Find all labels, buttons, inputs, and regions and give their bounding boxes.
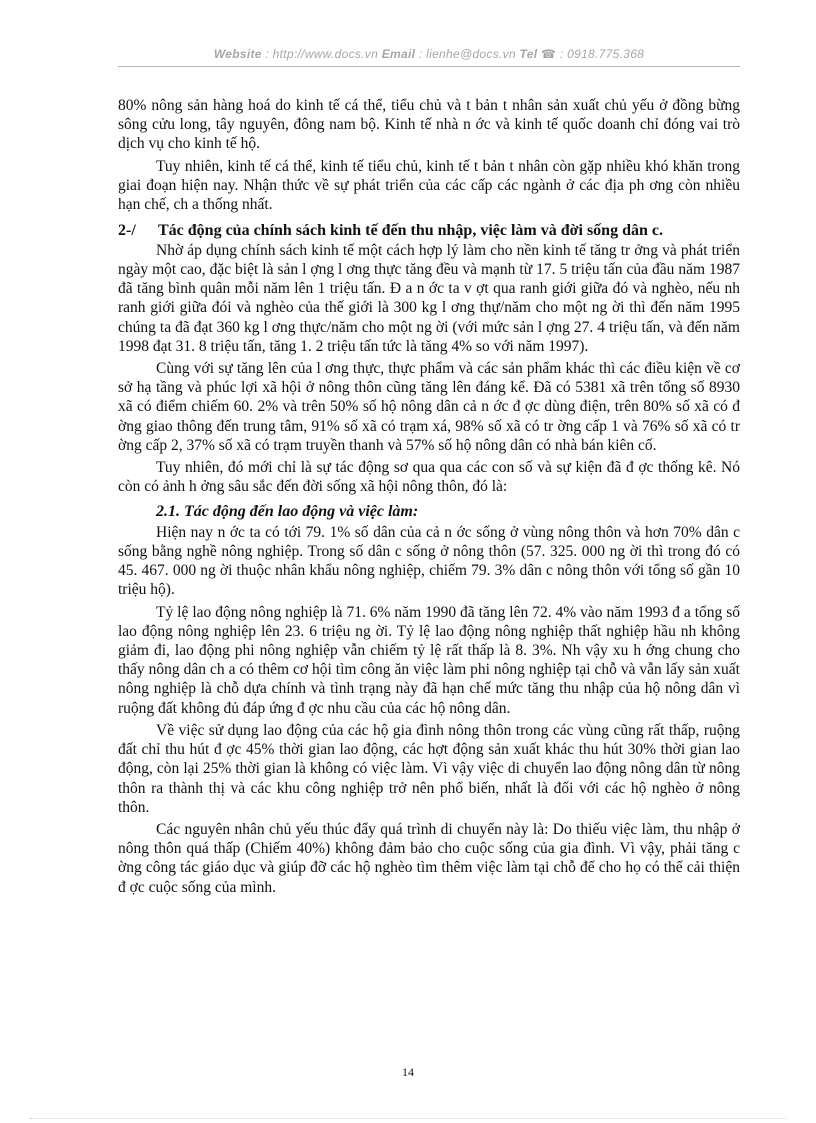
section-2-1-paragraph-4: Các nguyên nhân chủ yếu thúc đẩy quá trình di chuyển này là: Do thiếu việc làm, thu nhập ở nông thôn quá thấp (Chiếm 40%) không đảm bảo cho cuộc sống của gia đình. Vì vậy, phải tăng c ờng công tác giáo dục và giúp đỡ các hộ nghèo tìm thêm việc làm tại chỗ để cho họ có thể cải thiện đ ợc cuộc sống của mình. bbox=[118, 820, 740, 896]
section-2-1-heading: 2.1. Tác động đến lao động và việc làm: bbox=[156, 503, 419, 521]
section-2-paragraph-3: Tuy nhiên, đó mới chỉ là sự tác động sơ qua qua các con số và sự kiện đã đ ợc thống kê. Nó còn có ảnh h ởng sâu sắc đến đời sống xã hội nông thôn, đó là: bbox=[118, 458, 740, 496]
section-2-1-paragraph-3: Về việc sử dụng lao động của các hộ gia đình nông thôn trong các vùng cũng rất thấp, ruộng đất chỉ thu hút đ ợc 45% thời gian lao động, các hợt động sản xuất khác thu hút 30% thời gian lao động, còn lại 25% thời gian là không có việc làm. Vì vậy việc di chuyển lao động nông dân từ nông thôn ra thành thị và các khu công nghiệp trở nên phổ biến, nhất là đối với các hộ nghèo ở nông thôn. bbox=[118, 721, 740, 816]
intro-paragraph-1: 80% nông sản hàng hoá do kinh tế cá thể, tiểu chủ và t bản t nhân sản xuất chủ yếu ở đồng bừng sông cửu long, tây nguyên, đông nam bộ. Kinh tế nhà n ớc và kinh tế quốc doanh chỉ đóng vai trò dịch vụ cho kinh tế hộ. bbox=[118, 97, 740, 153]
document-body bbox=[118, 96, 740, 897]
intro-paragraph-2: Tuy nhiên, kinh tế cá thể, kinh tế tiểu chủ, kinh tế t bản t nhân còn gặp nhiều khó khăn trong giai đoạn hiện nay. Nhận thức về sự phát triển của các cấp các ngành ở các địa ph ơng còn nhiều hạn chế, ch a thống nhất. bbox=[118, 157, 740, 214]
phone-icon: ☎ bbox=[540, 47, 557, 61]
website-label: Website bbox=[213, 47, 262, 61]
section-2-heading bbox=[118, 221, 740, 241]
footer-divider bbox=[30, 1118, 786, 1119]
header-divider bbox=[118, 66, 740, 67]
section-2-1-paragraph-2: Tỷ lệ lao động nông nghiệp là 71. 6% năm 1990 đã tăng lên 72. 4% vào năm 1993 đ a tổng số lao động nông nghiệp lên 23. 6 triệu ng ời. Tỷ lệ lao động nông nghiệp thất nghiệp hầu nh không giảm đi, lao động phi nông nghiệp vẫn chiếm tỷ lệ rất thấp là 8. 3%. Nh vậy xu h ớng chung cho thấy nông dân ch a có thêm cơ hội tìm công ăn việc làm phi nông nghiệp tại chỗ và vẫn lấy sản xuất nông nghiệp là chỗ dựa chính và tình trạng này đã hạn chế mức tăng thu nhập của hộ nông dân vì ruộng đất không đủ đáp ứng đ ợc nhu cầu của các hộ nông dân. bbox=[118, 603, 740, 717]
email-value: : lienhe@docs.vn bbox=[415, 47, 520, 61]
tel-value: : 0918.775.368 bbox=[556, 47, 645, 61]
website-value: : http://www.docs.vn bbox=[261, 47, 382, 61]
email-label: Email bbox=[381, 47, 416, 61]
section-2-number: 2-/ bbox=[118, 222, 136, 240]
section-2-paragraph-2: Cùng với sự tăng lên của l ơng thực, thực phẩm và các sản phẩm khác thì các điều kiện về cơ sở hạ tầng và phúc lợi xã hội ở nông thôn cũng tăng lên đáng kể. Đã có 5381 xã trên tổng số 8930 xã có điểm chiếm 60. 2% và trên 50% số hộ nông dân cả n ớc đ ợc dùng điện, trên 80% số xã có đ ờng giao thông đến trung tâm, 91% số xã có trạm xá, 98% số xã có tr ờng cấp 1 và 76% số xã có tr ờng cấp 2, 37% số xã có trạm truyền thanh và 57% số hộ nông dân có nhà bán kiên cố. bbox=[118, 359, 740, 454]
page-number: 14 bbox=[402, 1065, 414, 1079]
section-2-title: Tác động của chính sách kinh tế đến thu nhập, việc làm và đời sống dân c. bbox=[158, 222, 663, 240]
page-header bbox=[118, 47, 740, 61]
tel-label: Tel bbox=[519, 47, 538, 61]
section-2-paragraph-1: Nhờ áp dụng chính sách kinh tế một cách hợp lý làm cho nền kinh tế tăng tr ởng và phát triển ngày một cao, đặc biệt là sản l ợng l ơng thực tăng đều và mạnh từ 17. 5 triệu tấn của đầu năm 1987 đã tăng bình quân mỗi năm lên 1 triệu tấn. Đ a n ớc ta v ợt qua ranh giới giữa đó và nghèo, nếu nh ranh giới giữa đói và nghèo của thế giới là 300 kg l ơng thự/năm cho một ng ời thì đến năm 1995 chúng ta đã đạt 360 kg l ơng thực/năm cho một ng ời (với mức sản l ợng 27. 4 triệu tấn, và đến năm 1998 đạt 31. 8 triệu tấn, tăng 1. 2 triệu tấn tức là tăng 4% so với năm 1997). bbox=[118, 241, 740, 355]
section-2-1-paragraph-1: Hiện nay n ớc ta có tới 79. 1% số dân của cả n ớc sống ở vùng nông thôn và hơn 70% dân c sống bằng nghề nông nghiệp. Trong số dân c sống ở nông thôn (57. 325. 000 ng ời thì trong đó có 45. 467. 000 ng ời thuộc nhân khẩu nông nghiệp, chiếm 79. 3% dân c nông thôn với tổng số gần 10 triệu hộ). bbox=[118, 523, 740, 599]
